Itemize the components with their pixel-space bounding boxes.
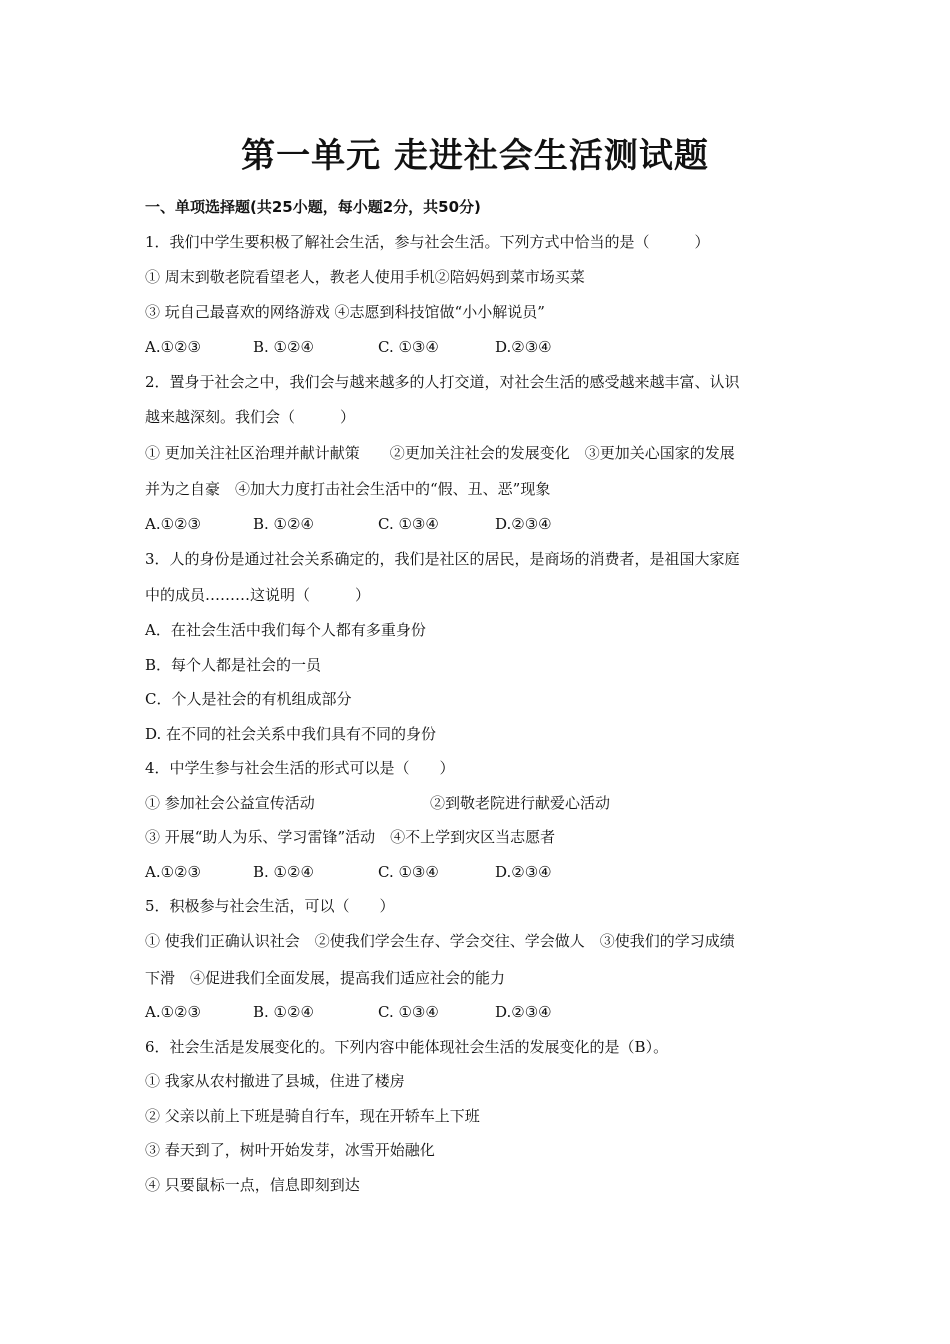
- q5-statement-1: ① 使我们正确认识社会 ②使我们学会生存、学会交往、学会做人 ③使我们的学习成绩: [145, 932, 735, 950]
- q1-stem: 1．我们中学生要积极了解社会生活，参与社会生活。下列方式中恰当的是（ ）: [145, 233, 710, 251]
- q1-statement-1: ① 周末到敬老院看望老人，教老人使用手机②陪妈妈到菜市场买菜: [145, 268, 585, 286]
- q3-option-c: C．个人是社会的有机组成部分: [145, 690, 352, 708]
- q3-option-b: B．每个人都是社会的一员: [145, 656, 322, 674]
- q2-stem-line-1: 2．置身于社会之中，我们会与越来越多的人打交道，对社会生活的感受越来越丰富、认识: [145, 373, 740, 391]
- q4-stem: 4．中学生参与社会生活的形式可以是（ ）: [145, 759, 455, 777]
- q4-option-b: B. ①②④: [253, 863, 314, 881]
- q5-option-d: D.②③④: [495, 1003, 552, 1021]
- q1-statement-2: ③ 玩自己最喜欢的网络游戏 ④志愿到科技馆做“小小解说员”: [145, 303, 545, 321]
- q1-option-a: A.①②③: [145, 338, 201, 356]
- q6-statement-1: ① 我家从农村撤进了县城，住进了楼房: [145, 1072, 405, 1090]
- q6-statement-3: ③ 春天到了，树叶开始发芽，冰雪开始融化: [145, 1141, 435, 1159]
- q2-option-b: B. ①②④: [253, 515, 314, 533]
- q6-statement-4: ④ 只要鼠标一点，信息即刻到达: [145, 1176, 360, 1194]
- page-title: 第一单元 走进社会生活测试题: [241, 136, 709, 176]
- q5-stem: 5．积极参与社会生活，可以（ ）: [145, 897, 395, 915]
- q4-option-d: D.②③④: [495, 863, 552, 881]
- q2-statement-1: ① 更加关注社区治理并献计献策 ②更加关注社会的发展变化 ③更加关心国家的发展: [145, 444, 735, 462]
- q4-statement-1: ① 参加社会公益宣传活动: [145, 794, 315, 812]
- q6-stem: 6．社会生活是发展变化的。下列内容中能体现社会生活的发展变化的是（B）。: [145, 1038, 669, 1056]
- q2-option-d: D.②③④: [495, 515, 552, 533]
- q3-option-a: A．在社会生活中我们每个人都有多重身份: [145, 621, 426, 639]
- q3-stem-line-1: 3．人的身份是通过社会关系确定的，我们是社区的居民，是商场的消费者，是祖国大家庭: [145, 550, 740, 568]
- q5-option-b: B. ①②④: [253, 1003, 314, 1021]
- q2-option-c: C. ①③④: [378, 515, 439, 533]
- q1-option-c: C. ①③④: [378, 338, 439, 356]
- q4-statement-3: ③ 开展“助人为乐、学习雷锋”活动 ④不上学到灾区当志愿者: [145, 828, 556, 846]
- q1-option-b: B. ①②④: [253, 338, 314, 356]
- q3-stem-line-2: 中的成员………这说明（ ）: [145, 586, 371, 604]
- q4-option-a: A.①②③: [145, 863, 201, 881]
- q2-option-a: A.①②③: [145, 515, 201, 533]
- q5-option-c: C. ①③④: [378, 1003, 439, 1021]
- q4-option-c: C. ①③④: [378, 863, 439, 881]
- section-heading: 一、单项选择题(共25小题，每小题2分，共50分): [145, 198, 481, 216]
- q6-statement-2: ② 父亲以前上下班是骑自行车，现在开轿车上下班: [145, 1107, 480, 1125]
- q1-option-d: D.②③④: [495, 338, 552, 356]
- q5-option-a: A.①②③: [145, 1003, 201, 1021]
- q4-statement-2: ②到敬老院进行献爱心活动: [430, 794, 611, 812]
- q2-statement-2: 并为之自豪 ④加大力度打击社会生活中的“假、丑、恶”现象: [145, 480, 551, 498]
- q5-statement-2: 下滑 ④促进我们全面发展，提高我们适应社会的能力: [145, 969, 506, 987]
- q2-stem-line-2: 越来越深刻。我们会（ ）: [145, 408, 356, 426]
- q3-option-d: D. 在不同的社会关系中我们具有不同的身份: [145, 725, 437, 743]
